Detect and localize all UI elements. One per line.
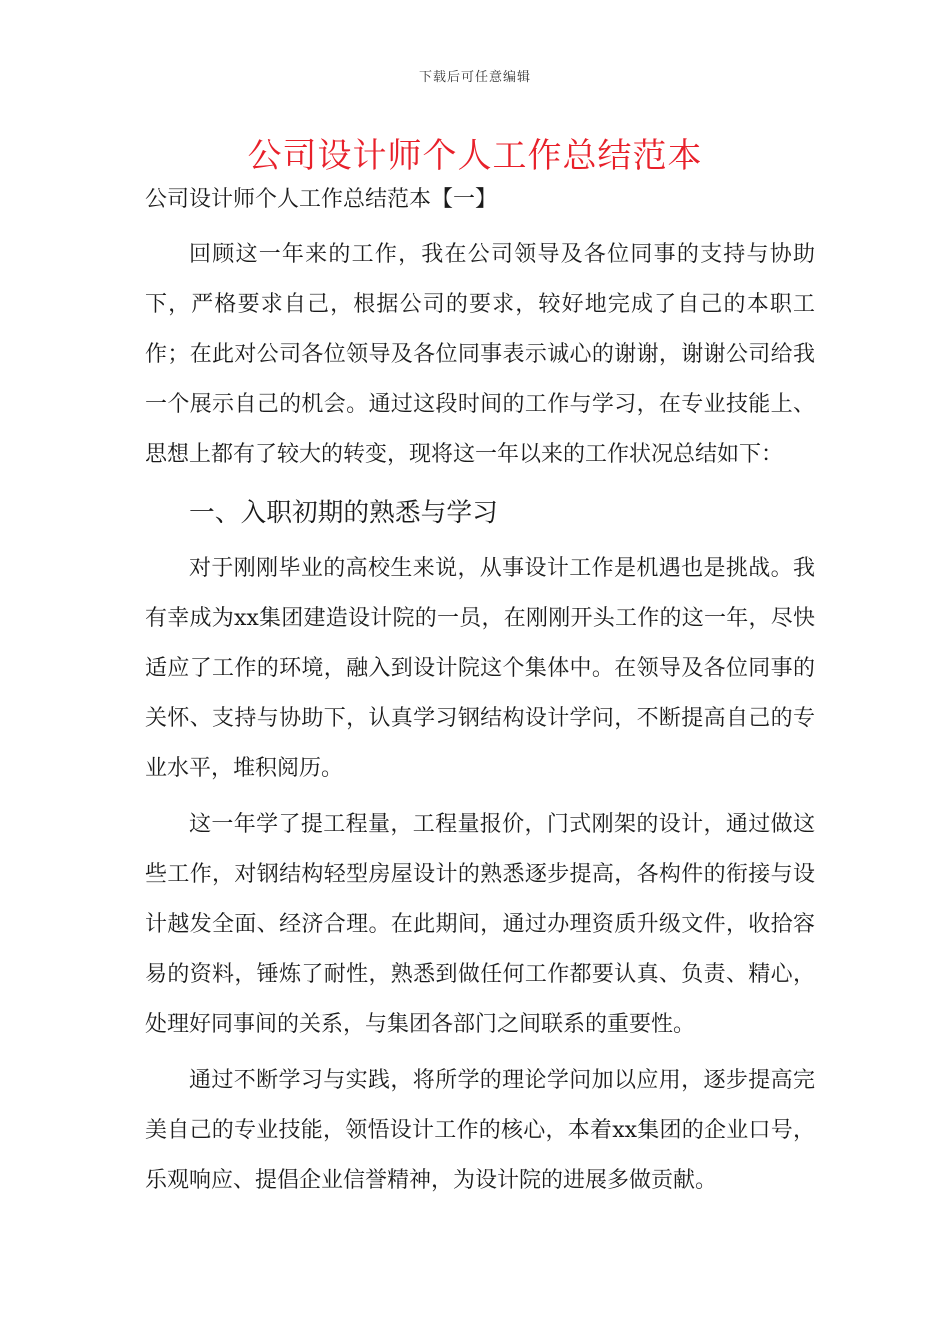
header-note: 下载后可任意编辑 xyxy=(418,70,531,85)
document-body xyxy=(145,180,815,1206)
section-paragraph-2: 这一年学了提工程量，工程量报价，门式刚架的设计，通过做这些工作，对钢结构轻型房屋设计的熟悉逐步提高，各构件的衔接与设计越发全面、经济合理。在此期间，通过办理资质升级文件，收拾容易的资料，锤炼了耐性，熟悉到做任何工作都要认真、负责、精心，处理好同事间的关系，与集团各部门之间联系的重要性。 xyxy=(145,812,815,1037)
section-paragraph-1: 对于刚刚毕业的高校生来说，从事设计工作是机遇也是挑战。我有幸成为xx集团建造设计院的一员，在刚刚开头工作的这一年，尽快适应了工作的环境，融入到设计院这个集体中。在领导及各位同事的关怀、支持与协助下，认真学习钢结构设计学问，不断提高自己的专业水平，堆积阅历。 xyxy=(145,556,815,781)
document-subtitle: 公司设计师个人工作总结范本【一】 xyxy=(145,187,498,212)
section-paragraph-3: 通过不断学习与实践，将所学的理论学问加以应用，逐步提高完美自己的专业技能，领悟设计工作的核心，本着xx集团的企业口号，乐观响应、提倡企业信誉精神，为设计院的进展多做贡献。 xyxy=(145,1068,815,1193)
section-heading: 一、入职初期的熟悉与学习 xyxy=(189,498,498,528)
document-title: 公司设计师个人工作总结范本 xyxy=(247,136,703,176)
intro-paragraph: 回顾这一年来的工作，我在公司领导及各位同事的支持与协助下，严格要求自己，根据公司的要求，较好地完成了自己的本职工作；在此对公司各位领导及各位同事表示诚心的谢谢，谢谢公司给我一个展示自己的机会。通过这段时间的工作与学习，在专业技能上、思想上都有了较大的转变，现将这一年以来的工作状况总结如下： xyxy=(145,242,815,467)
